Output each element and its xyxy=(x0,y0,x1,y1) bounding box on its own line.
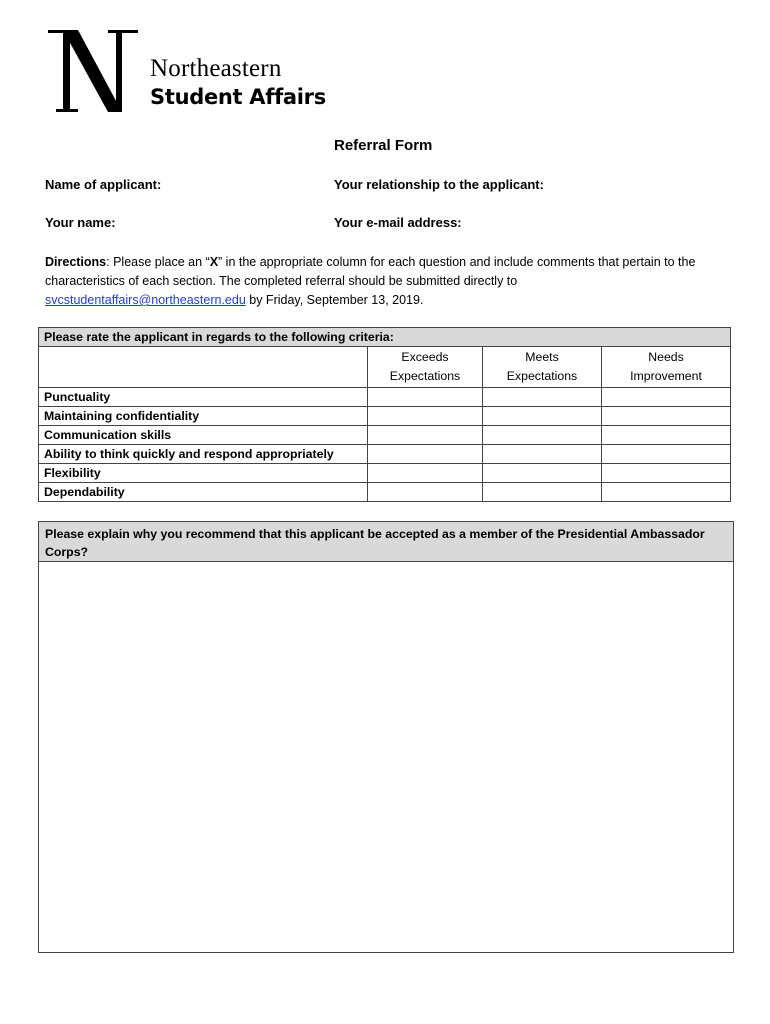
rating-table-header: Please rate the applicant in regards to the following criteria: xyxy=(39,328,731,347)
meets-cell[interactable] xyxy=(483,464,602,483)
column-needs-improvement: Needs Improvement xyxy=(602,347,731,388)
rating-table xyxy=(38,327,731,502)
exceeds-cell[interactable] xyxy=(368,483,483,502)
meets-cell[interactable] xyxy=(483,445,602,464)
criterion-label: Communication skills xyxy=(39,426,368,445)
exceeds-cell[interactable] xyxy=(368,464,483,483)
relationship-label: Your relationship to the applicant: xyxy=(334,177,544,192)
northeastern-n-logo-icon xyxy=(48,30,138,112)
criterion-label: Punctuality xyxy=(39,388,368,407)
submission-email-link[interactable]: svcstudentaffairs@northeastern.edu xyxy=(45,293,246,307)
your-name-label: Your name: xyxy=(45,215,116,230)
meets-cell[interactable] xyxy=(483,407,602,426)
recommendation-answer-area[interactable] xyxy=(39,562,733,952)
logo-student-affairs-text: Student Affairs xyxy=(150,85,326,109)
meets-cell[interactable] xyxy=(483,426,602,445)
criterion-label: Dependability xyxy=(39,483,368,502)
your-email-label: Your e-mail address: xyxy=(334,215,462,230)
directions-paragraph xyxy=(45,253,705,310)
exceeds-cell[interactable] xyxy=(368,407,483,426)
directions-text-1: : Please place an “ xyxy=(106,255,210,269)
table-row xyxy=(39,388,731,407)
column-meets-expectations: Meets Expectations xyxy=(483,347,602,388)
recommendation-question: Please explain why you recommend that this applicant be accepted as a member of the Presidential Ambassador Corps? xyxy=(39,522,733,562)
needs-cell[interactable] xyxy=(602,483,731,502)
directions-text-2: ” in the appropriate column for each question and include comments that pertain to the characteristics of each section. The completed referral should be submitted directly to xyxy=(45,255,696,288)
meets-cell[interactable] xyxy=(483,483,602,502)
needs-cell[interactable] xyxy=(602,445,731,464)
table-row xyxy=(39,426,731,445)
table-row xyxy=(39,407,731,426)
criterion-label: Maintaining confidentiality xyxy=(39,407,368,426)
directions-text-3: by Friday, September 13, 2019. xyxy=(245,293,424,307)
needs-cell[interactable] xyxy=(602,388,731,407)
needs-cell[interactable] xyxy=(602,464,731,483)
meets-cell[interactable] xyxy=(483,388,602,407)
page-title: Referral Form xyxy=(334,137,433,154)
criteria-column-header xyxy=(39,347,368,388)
exceeds-cell[interactable] xyxy=(368,426,483,445)
criterion-label: Ability to think quickly and respond appropriately xyxy=(39,445,368,464)
column-exceeds-expectations: Exceeds Expectations xyxy=(368,347,483,388)
needs-cell[interactable] xyxy=(602,426,731,445)
needs-cell[interactable] xyxy=(602,407,731,426)
exceeds-cell[interactable] xyxy=(368,388,483,407)
directions-label: Directions xyxy=(45,255,107,269)
northeastern-logo xyxy=(48,30,338,115)
logo-northeastern-text: Northeastern xyxy=(150,55,282,82)
recommendation-box xyxy=(38,521,734,953)
name-of-applicant-label: Name of applicant: xyxy=(45,177,162,192)
table-row xyxy=(39,483,731,502)
criterion-label: Flexibility xyxy=(39,464,368,483)
table-row xyxy=(39,445,731,464)
table-row xyxy=(39,464,731,483)
exceeds-cell[interactable] xyxy=(368,445,483,464)
directions-x-mark: X xyxy=(209,255,219,269)
